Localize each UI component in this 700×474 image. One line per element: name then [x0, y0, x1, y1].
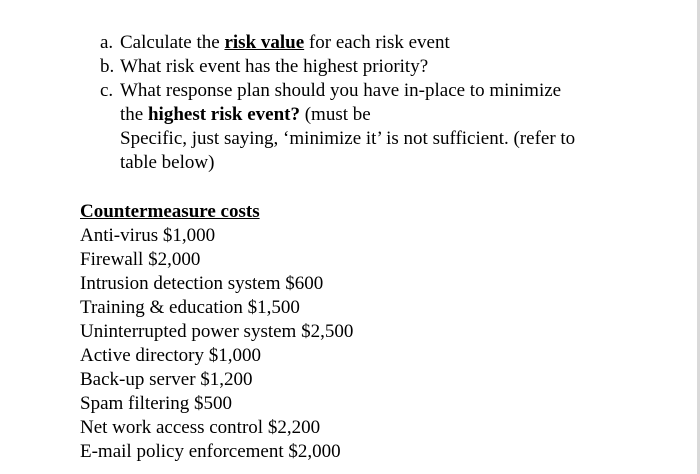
question-text: Calculate the: [120, 32, 225, 53]
question-marker: a.: [100, 32, 114, 53]
cost-item: Intrusion detection system $600: [80, 273, 324, 294]
cost-item: Anti-virus $1,000: [80, 225, 216, 246]
cost-item: Training & education $1,500: [80, 297, 300, 318]
question-text: What risk event has the highest priority?: [120, 56, 429, 77]
cost-item: Net work access control $2,200: [80, 417, 321, 438]
question-b: [100, 55, 680, 79]
question-text: What response plan should you have in-place to minimize: [120, 80, 562, 101]
cost-item: Uninterrupted power system $2,500: [80, 321, 354, 342]
question-emphasis: risk value: [224, 32, 305, 53]
question-c-continuation: [100, 103, 680, 127]
cost-item: Back-up server $1,200: [80, 369, 253, 390]
cost-item: Firewall $2,000: [80, 249, 201, 270]
question-text: for each risk event: [304, 32, 450, 53]
question-emphasis: highest risk event?: [147, 104, 300, 125]
cost-item: E-mail policy enforcement $2,000: [80, 441, 341, 462]
question-a: [100, 31, 680, 55]
question-text: (must be: [299, 104, 371, 125]
cost-item: Spam filtering $500: [80, 393, 232, 414]
question-c-continuation: Specific, just saying, ‘minimize it’ is not sufficient. (refer to: [120, 128, 576, 149]
question-list: [100, 31, 680, 175]
cost-item: Active directory $1,000: [80, 345, 261, 366]
question-text: the: [120, 104, 148, 125]
countermeasure-costs: [80, 200, 353, 464]
question-marker: c.: [100, 80, 114, 101]
question-marker: b.: [100, 56, 115, 77]
question-c: [100, 79, 680, 103]
question-c-continuation: table below): [120, 152, 215, 173]
section-title: Countermeasure costs: [80, 201, 260, 222]
